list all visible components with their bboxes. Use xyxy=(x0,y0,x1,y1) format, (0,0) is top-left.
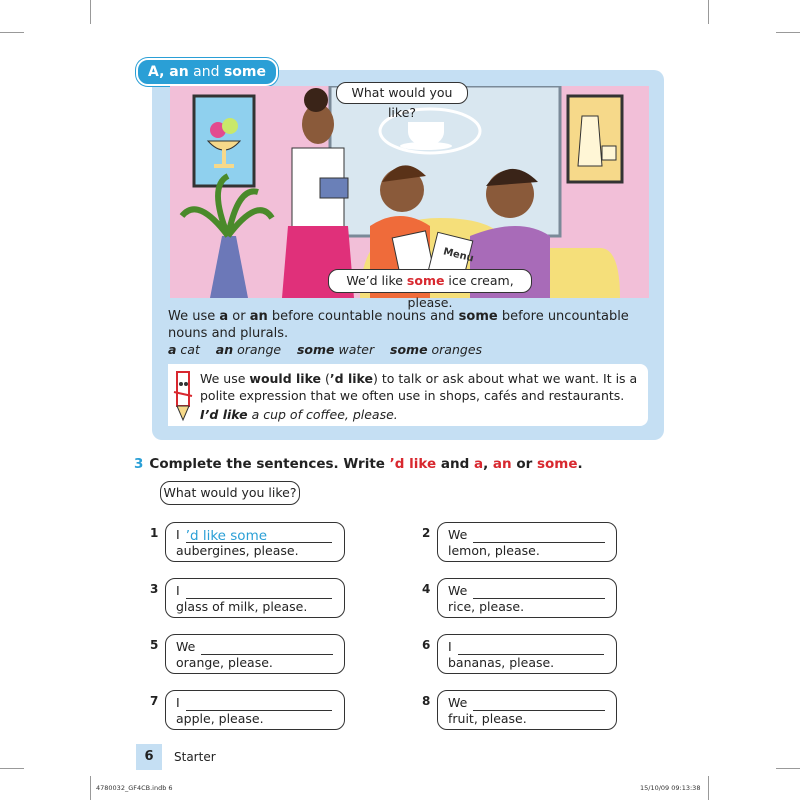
menu-label: Menu xyxy=(441,246,475,265)
answer-blank[interactable] xyxy=(201,640,333,655)
answer-bubble xyxy=(437,578,617,618)
title-part: some xyxy=(223,64,266,80)
rule-text: before uncountable nouns and plurals. xyxy=(168,309,629,341)
example: a cat xyxy=(168,342,200,357)
answer-line xyxy=(448,583,606,599)
subject-text: We xyxy=(176,639,196,654)
item-number: 4 xyxy=(422,582,431,596)
crop-mark xyxy=(708,776,709,800)
print-slug-right: 15/10/09 09:13:38 xyxy=(640,784,701,792)
subject-text: I xyxy=(176,527,180,542)
answer-blank[interactable] xyxy=(186,528,332,543)
bubble-text-highlight: some xyxy=(406,273,445,288)
bubble-text: We’d like xyxy=(346,273,407,288)
section-title xyxy=(136,58,278,86)
sentence-rest: aubergines, please. xyxy=(176,543,299,558)
answer-bubble xyxy=(165,690,345,730)
crop-mark xyxy=(90,776,91,800)
prompt-text: What would you like? xyxy=(163,485,297,500)
answer-blank[interactable] xyxy=(473,584,605,599)
crop-mark xyxy=(90,0,91,24)
rule-text: We use xyxy=(168,309,220,324)
answer-line xyxy=(176,527,334,543)
answer-line xyxy=(176,639,334,655)
rule-text: or xyxy=(228,309,250,324)
sentence-rest: fruit, please. xyxy=(448,711,527,726)
rule-bold: some xyxy=(458,309,498,324)
pencil-mascot-icon xyxy=(170,368,196,422)
title-part: and xyxy=(188,64,224,80)
note-text: We use would like (’d like) to talk or ask about what we want. It is a polite expression that we often use in shops, cafés and restaurants. I’d like a cup of coffee, please. xyxy=(200,370,640,423)
print-slug-left: 4780032_GF4CB.indb 6 xyxy=(96,784,173,792)
answer-blank[interactable] xyxy=(186,696,332,711)
illustration-question-bubble xyxy=(336,82,468,120)
sentence-rest: lemon, please. xyxy=(448,543,540,558)
answer-line xyxy=(176,695,334,711)
rule-bold: a xyxy=(219,309,229,324)
rule-text: before countable nouns and xyxy=(267,309,459,324)
answer-line xyxy=(448,639,606,655)
bubble-text: ice cream, please. xyxy=(407,273,514,310)
answer-bubble xyxy=(437,634,617,674)
filled-answer: ’d like some xyxy=(185,528,268,544)
crop-mark xyxy=(776,32,800,33)
prompt-bubble xyxy=(160,481,300,505)
crop-mark xyxy=(0,768,24,769)
exercise-title: 3 Complete the sentences. Write ’d like and a, an or some. xyxy=(134,456,583,472)
examples-line xyxy=(168,342,482,357)
subject-text: We xyxy=(448,527,468,542)
answer-bubble xyxy=(437,690,617,730)
example: some oranges xyxy=(390,342,483,357)
example: an orange xyxy=(215,342,282,357)
exercise-number: 3 xyxy=(134,456,144,472)
subject-text: We xyxy=(448,583,468,598)
crop-mark xyxy=(776,768,800,769)
bubble-text: What would you like? xyxy=(351,85,453,120)
page-number: 6 xyxy=(136,744,162,770)
grammar-rule xyxy=(168,308,648,342)
item-number: 5 xyxy=(150,638,159,652)
answer-line xyxy=(176,583,334,599)
answer-blank[interactable] xyxy=(473,696,605,711)
answer-blank[interactable] xyxy=(458,640,604,655)
sentence-rest: glass of milk, please. xyxy=(176,599,308,614)
sentence-rest: bananas, please. xyxy=(448,655,555,670)
sentence-rest: orange, please. xyxy=(176,655,273,670)
crop-mark xyxy=(708,0,709,24)
answer-bubble xyxy=(437,522,617,562)
item-number: 6 xyxy=(422,638,431,652)
subject-text: I xyxy=(176,695,180,710)
item-number: 3 xyxy=(150,582,159,596)
answer-bubble xyxy=(165,578,345,618)
answer-bubble xyxy=(165,522,345,562)
item-number: 1 xyxy=(150,526,159,540)
subject-text: We xyxy=(448,695,468,710)
sentence-rest: rice, please. xyxy=(448,599,525,614)
item-number: 2 xyxy=(422,526,431,540)
answer-bubble xyxy=(165,634,345,674)
title-part: A, an xyxy=(148,64,189,80)
crop-mark xyxy=(0,32,24,33)
footer-label: Starter xyxy=(174,750,216,764)
item-number: 8 xyxy=(422,694,431,708)
answer-blank[interactable] xyxy=(473,528,605,543)
item-number: 7 xyxy=(150,694,159,708)
answer-line xyxy=(448,527,606,543)
example: some water xyxy=(296,342,375,357)
illustration-answer-bubble xyxy=(328,269,532,310)
rule-bold: an xyxy=(249,309,268,324)
subject-text: I xyxy=(448,639,452,654)
answer-line xyxy=(448,695,606,711)
note-example: I’d like a cup of coffee, please. xyxy=(200,407,398,422)
note-box xyxy=(168,364,648,426)
subject-text: I xyxy=(176,583,180,598)
sentence-rest: apple, please. xyxy=(176,711,264,726)
answer-blank[interactable] xyxy=(186,584,332,599)
